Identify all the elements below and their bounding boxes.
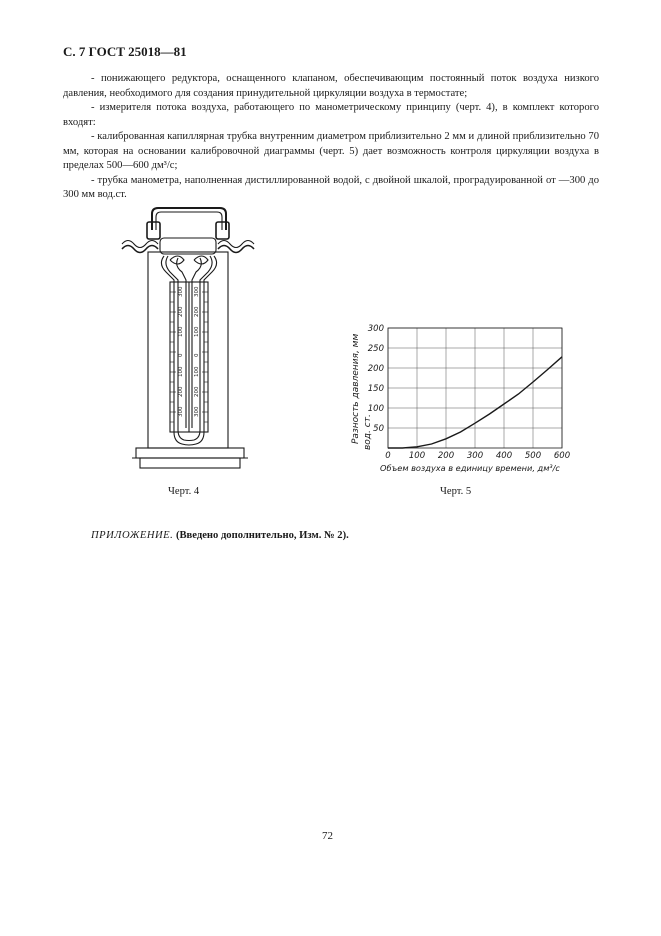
figure5-caption: Черт. 5 [440, 486, 472, 497]
figure4-caption: Черт. 4 [168, 486, 200, 497]
scale-right-label: 0 [194, 353, 200, 357]
x-axis-label: Объем воздуха в единицу времени, дм³/с [380, 463, 560, 473]
scale-right-label: 300 [194, 406, 200, 417]
y-axis-label-units: вод. ст. [363, 414, 373, 450]
paragraph-flow-meter: - измерителя потока воздуха, работающего по манометрическому принципу (черт. 4), в комплект которого входят: [63, 102, 599, 128]
chart-grid [388, 328, 562, 448]
appendix-note [91, 530, 349, 541]
x-tick-label: 300 [466, 451, 484, 461]
appendix-note-text: (Введено дополнительно, Изм. № 2). [175, 530, 349, 541]
scale-right-label: 200 [194, 386, 200, 397]
x-tick-label: 500 [524, 451, 542, 461]
y-tick-label: 50 [373, 424, 384, 434]
scale-left-label: 100 [178, 366, 184, 377]
scale-left-label: 200 [178, 386, 184, 397]
manometer-drawing [118, 200, 258, 475]
page-header: С. 7 ГОСТ 25018—81 [63, 44, 187, 59]
scale-right-label: 100 [194, 326, 200, 337]
x-tick-label: 600 [553, 451, 571, 461]
y-tick-label: 100 [367, 404, 384, 414]
y-tick-label: 200 [367, 364, 384, 374]
page-number: 72 [322, 830, 333, 842]
calibration-chart [330, 316, 580, 486]
scale-left-label: 200 [178, 306, 184, 317]
scale-left-label: 0 [178, 353, 184, 357]
body-text [63, 72, 599, 203]
scale-right-label: 300 [194, 286, 200, 297]
scale-left-label: 300 [178, 286, 184, 297]
x-tick-label: 100 [408, 451, 426, 461]
y-tick-label: 250 [367, 344, 384, 354]
paragraph-capillary: - калиброванная капиллярная трубка внутренним диаметром приблизительно 2 мм и длиной приблизительно 70 мм, которая на основании калибровочной диаграммы (черт. 5) дает возможность контроля циркуляции воздуха в пределах 500—600 дм³/с; [63, 131, 599, 171]
paragraph-manometer: - трубка манометра, наполненная дистиллированной водой, с двойной шкалой, проградуированной от —300 до 300 мм вод.ст. [63, 174, 599, 200]
y-axis-label: Разность давления, мм [351, 333, 361, 444]
scale-left-label: 100 [178, 326, 184, 337]
x-tick-label: 0 [385, 451, 391, 461]
paragraph-reducer: - понижающего редуктора, оснащенного клапаном, обеспечивающим постоянный поток воздуха низкого давления, необходимого для создания принудительной циркуляции воздуха в термостате; [63, 73, 599, 99]
scale-left-label: 300 [178, 406, 184, 417]
y-tick-label: 300 [367, 324, 384, 334]
appendix-title: ПРИЛОЖЕНИЕ. [91, 530, 174, 541]
scale-right-label: 200 [194, 306, 200, 317]
x-tick-label: 200 [437, 451, 455, 461]
y-tick-label: 150 [367, 384, 384, 394]
x-tick-label: 400 [495, 451, 513, 461]
scale-right-label: 100 [194, 366, 200, 377]
